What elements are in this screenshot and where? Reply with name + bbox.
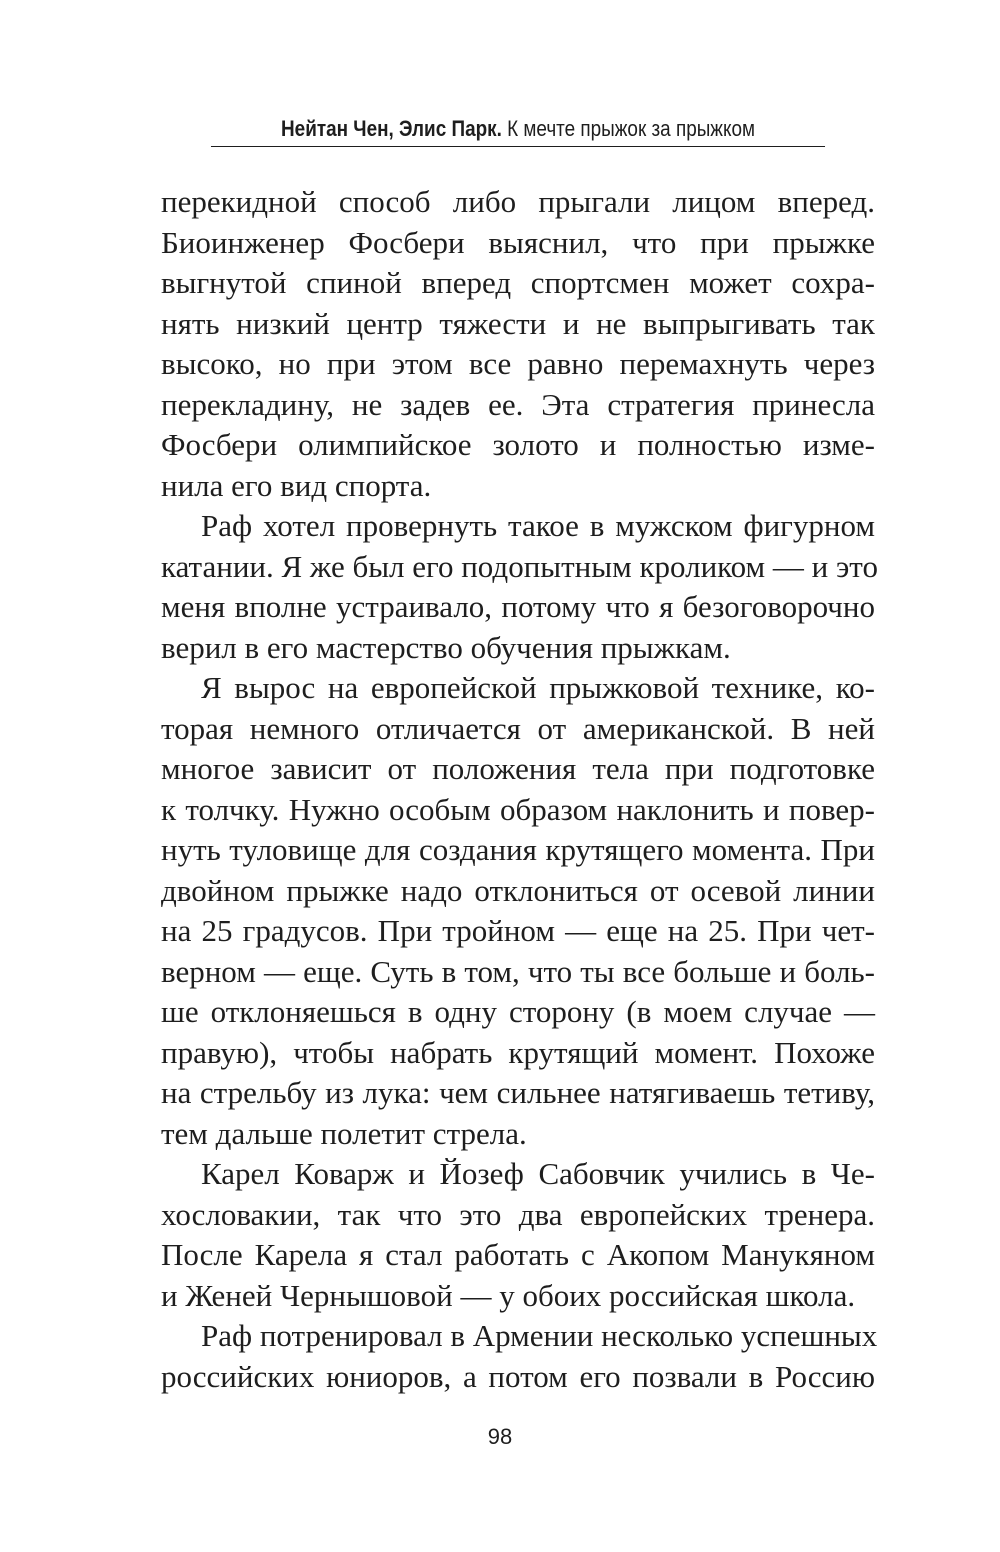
text-line: верном — еще. Суть в том, что ты все больше и боль- [161, 953, 875, 989]
text-line: Фосбери олимпийское золото и полностью изме- [161, 427, 875, 462]
text-line: нять низкий центр тяжести и не выпрыгивать так [161, 305, 875, 341]
text-line: нуть туловище для создания крутящего момента. При [161, 832, 875, 867]
text-line: Я вырос на европейской прыжковой технике, ко- [201, 670, 875, 705]
text-line: торая немного отличается от американской. В ней [161, 710, 875, 746]
running-head-title: К мечте прыжок за прыжком [507, 116, 755, 141]
text-line: и Женей Чернышовой — у обоих российская школа. [161, 1277, 856, 1313]
text-line: После Карела я стал работать с Акопом Манукяном [161, 1237, 875, 1272]
running-head-authors: Нейтан Чен, Элис Парк. [281, 116, 502, 141]
page-body [161, 182, 878, 1397]
text-line: многое зависит от положения тела при подготовке [161, 751, 875, 786]
text-line: хословакии, так что это два европейских тренера. [161, 1196, 875, 1232]
text-line: на 25 градусов. При тройном — еще на 25. При чет- [161, 913, 875, 948]
page-number: 98 [487, 1424, 513, 1449]
text-line: Биоинженер Фосбери выяснил, что при прыжке [161, 224, 875, 260]
text-line: перекладину, не задев ее. Эта стратегия принесла [161, 386, 875, 422]
text-line: тем дальше полетит стрела. [161, 1115, 527, 1151]
text-line: перекидной способ либо прыгали лицом вперед. [161, 184, 875, 219]
paragraph [161, 506, 878, 668]
text-line: правую), чтобы набрать крутящий момент. Похоже [161, 1034, 875, 1070]
text-line: ше отклоняешься в одну сторону (в моем случае — [161, 994, 875, 1029]
text-line: на стрельбу из лука: чем сильнее натягиваешь тетиву, [161, 1075, 875, 1110]
running-head [211, 112, 825, 147]
paragraph [161, 668, 875, 1154]
paragraph [161, 1154, 875, 1316]
text-line: меня вполне устраивало, потому что я безоговорочно [161, 589, 875, 624]
text-line: Раф потренировал в Армении несколько успешных [201, 1318, 878, 1353]
text-line: высоко, но при этом все равно перемахнуть через [161, 346, 875, 381]
paragraph [161, 182, 875, 506]
text-line: нила его вид спорта. [161, 467, 432, 503]
text-line: к толчку. Нужно особым образом наклонить и повер- [161, 791, 875, 827]
text-line: верил в его мастерство обучения прыжкам. [161, 629, 731, 665]
paragraph [161, 1316, 878, 1397]
text-line: выгнутой спиной вперед спортсмен может сохра- [161, 265, 875, 300]
text-line: Карел Коварж и Йозеф Сабовчик учились в Че- [201, 1156, 875, 1191]
text-line: Раф хотел провернуть такое в мужском фигурном [201, 508, 875, 543]
text-line: двойном прыжке надо отклониться от осевой линии [161, 872, 875, 908]
text-line: катании. Я же был его подопытным кроликом — и это [161, 548, 878, 584]
text-line: российских юниоров, а потом его позвали в Россию [161, 1358, 875, 1394]
